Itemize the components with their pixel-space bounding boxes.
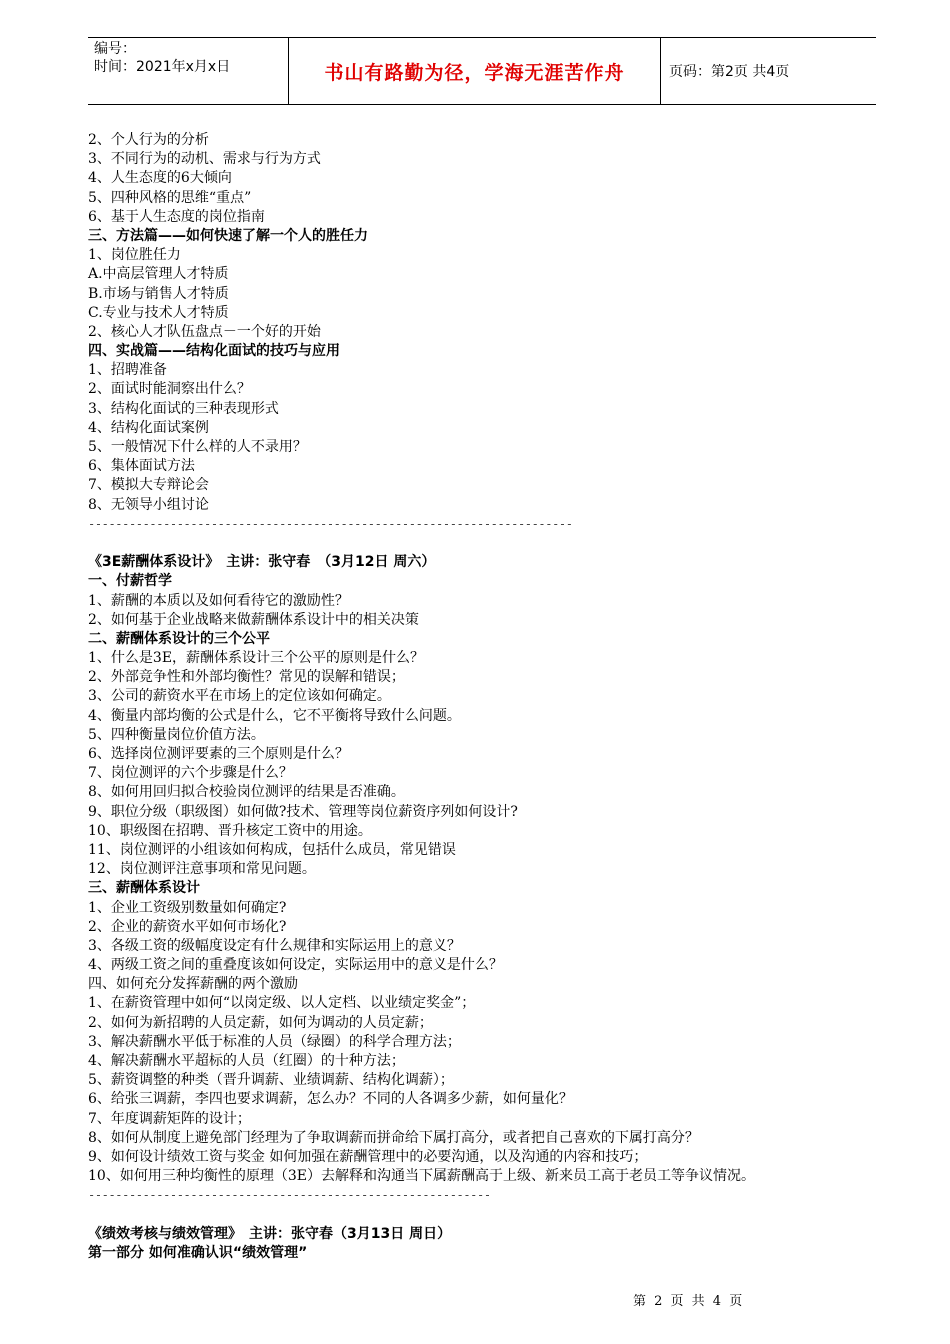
course-title: 《3E薪酬体系设计》 主讲：张守春 （3月12日 周六） (88, 554, 436, 571)
list-item: 1、在薪资管理中如何“以岗定级、以人定档、以业绩定奖金”； (88, 995, 476, 1012)
list-item: 5、薪资调整的种类（晋升调薪、业绩调薪、结构化调薪）； (88, 1072, 454, 1089)
header-time-label: 时间：2021年x月x日 (94, 59, 231, 75)
list-item: 3、结构化面试的三种表现形式 (88, 400, 279, 417)
list-item: 7、岗位测评的六个步骤是什么？ (88, 765, 293, 782)
list-item: 4、衡量内部均衡的公式是什么，它不平衡将导致什么问题。 (88, 707, 461, 724)
course-title: 《绩效考核与绩效管理》 主讲：张守春（3月13日 周日） (88, 1225, 452, 1242)
list-item: 2、外部竞争性和外部均衡性？常见的误解和错误； (88, 669, 405, 686)
list-item: 12、岗位测评注意事项和常见问题。 (88, 861, 316, 878)
section-heading: 二、薪酬体系设计的三个公平 (88, 630, 270, 647)
list-item: 7、年度调薪矩阵的设计； (88, 1110, 251, 1127)
list-item: 2、如何基于企业战略来做薪酬体系设计中的相关决策 (88, 611, 419, 628)
list-item: 4、人生态度的6大倾向 (88, 170, 232, 187)
separator-line: ----------------------------------------------------------------------- (88, 516, 573, 531)
list-item: 1、招聘准备 (88, 362, 167, 379)
list-item: 3、不同行为的动机、需求与行为方式 (88, 151, 321, 168)
list-item: 6、集体面试方法 (88, 458, 195, 475)
separator-line: ----------------------------------------------------------- (88, 1188, 491, 1203)
list-item: 8、如何用回归拟合校验岗位测评的结果是否准确。 (88, 784, 405, 801)
list-item: 8、无领导小组讨论 (88, 496, 209, 513)
list-item: 11、岗位测评的小组该如何构成，包括什么成员，常见错误 (88, 841, 456, 858)
list-item: 3、解决薪酬水平低于标准的人员（绿圈）的科学合理方法； (88, 1033, 461, 1050)
header-motto: 书山有路勤为径，学海无涯苦作舟 (324, 61, 625, 84)
list-item: 2、核心人才队伍盘点－一个好的开始 (88, 323, 321, 340)
list-item: 9、如何设计绩效工资与奖金 如何加强在薪酬管理中的必要沟通，以及沟通的内容和技巧； (88, 1148, 648, 1165)
header-number-label: 编号： (94, 41, 136, 57)
list-item: 4、两级工资之间的重叠度该如何设定，实际运用中的意义是什么？ (88, 957, 503, 974)
list-item: 1、岗位胜任力 (88, 247, 181, 264)
list-item: 6、基于人生态度的岗位指南 (88, 208, 265, 225)
list-item: 1、什么是3E，薪酬体系设计三个公平的原则是什么？ (88, 650, 425, 667)
list-item: 1、企业工资级别数量如何确定? (88, 899, 287, 916)
section-heading: 三、方法篇——如何快速了解一个人的胜任力 (88, 227, 368, 244)
list-item: B.市场与销售人才特质 (88, 285, 229, 302)
list-item: 6、给张三调薪，李四也要求调薪，怎么办？不同的人各调多少薪，如何量化？ (88, 1091, 573, 1108)
spacer (88, 534, 888, 553)
list-item: 5、四种风格的思维“重点” (88, 189, 252, 206)
list-item: 8、如何从制度上避免部门经理为了争取调薪而拼命给下属打高分，或者把自己喜欢的下属打高分？ (88, 1129, 699, 1146)
section-heading: 第一部分 如何准确认识“绩效管理” (88, 1244, 308, 1261)
list-item: 6、选择岗位测评要素的三个原则是什么？ (88, 746, 349, 762)
list-item: 10、职级图在招聘、晋升核定工资中的用途。 (88, 822, 372, 839)
list-item: 3、各级工资的级幅度设定有什么规律和实际运用上的意义？ (88, 937, 461, 954)
document-body (88, 131, 888, 1263)
section-heading: 一、付薪哲学 (88, 573, 172, 590)
list-item: C.专业与技术人才特质 (88, 304, 229, 321)
list-item: 2、个人行为的分析 (88, 132, 209, 148)
section-heading: 三、薪酬体系设计 (88, 880, 200, 897)
page-footer: 第 2 页 共 4 页 (633, 1294, 743, 1309)
list-item: 5、四种衡量岗位价值方法。 (88, 726, 265, 743)
header-motto-cell (288, 38, 661, 104)
list-item: 2、如何为新招聘的人员定薪，如何为调动的人员定薪； (88, 1014, 433, 1031)
list-item: 2、企业的薪资水平如何市场化? (88, 918, 287, 935)
list-item: 10、如何用三种均衡性的原理（3E）去解释和沟通当下属薪酬高于上级、新来员工高于老员工等争议情况。 (88, 1168, 755, 1185)
list-item: 5、一般情况下什么样的人不录用？ (88, 439, 307, 455)
list-item: 4、结构化面试案例 (88, 419, 209, 436)
header-page-info: 页码：第2页 共4页 (669, 64, 790, 80)
page-header (88, 37, 876, 105)
list-item: 9、职位分级（职级图）如何做?技术、管理等岗位薪资序列如何设计? (88, 803, 518, 820)
list-item: 1、薪酬的本质以及如何看待它的激励性？ (88, 592, 349, 609)
spacer (88, 1206, 888, 1225)
list-item: 四、如何充分发挥薪酬的两个激励 (88, 976, 298, 993)
list-item: 4、解决薪酬水平超标的人员（红圈）的十种方法； (88, 1053, 405, 1069)
list-item: 7、模拟大专辩论会 (88, 477, 209, 494)
list-item: A.中高层管理人才特质 (88, 266, 229, 283)
section-heading: 四、实战篇——结构化面试的技巧与应用 (88, 343, 340, 360)
list-item: 3、公司的薪资水平在市场上的定位该如何确定。 (88, 688, 391, 705)
list-item: 2、面试时能洞察出什么？ (88, 381, 251, 398)
header-meta (88, 38, 288, 104)
